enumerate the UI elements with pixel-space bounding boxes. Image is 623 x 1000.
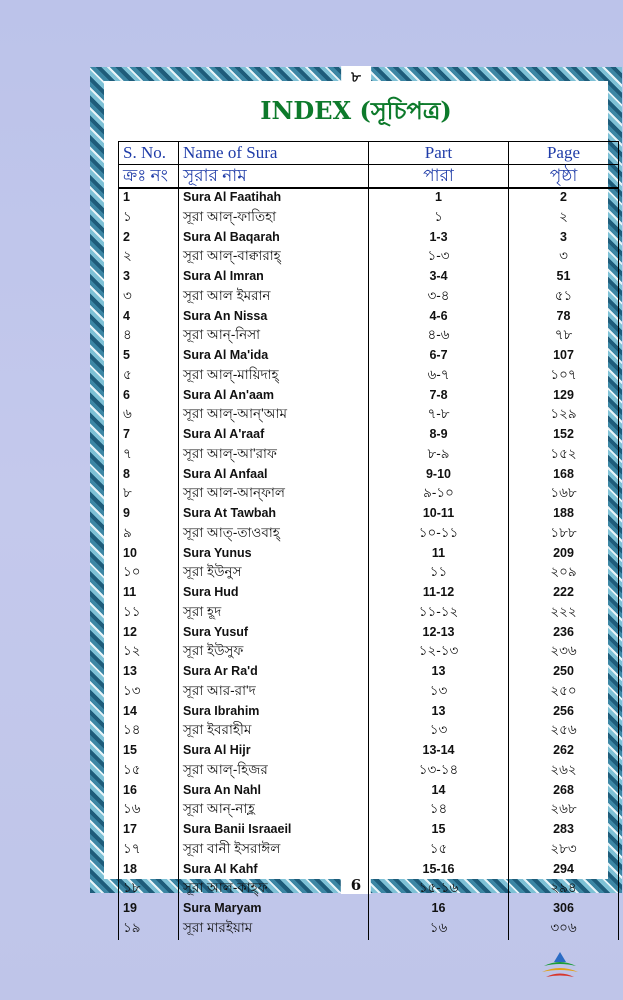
cell-part: ১০-১১ [369,522,509,545]
cell-part: 1 [369,188,509,206]
cell-sno: ৬ [119,403,179,426]
cell-part: 15 [369,821,509,838]
cell-page: ৭৮ [509,324,619,347]
cell-part: ১৩ [369,680,509,703]
table-row [119,482,619,505]
table-row [119,601,619,624]
table-row [119,640,619,663]
cell-part: ১৫ [369,838,509,861]
cell-sno: 10 [119,545,179,562]
cell-name: Sura Al Hijr [179,742,369,759]
table-row [119,861,619,878]
cell-name: Sura An Nahl [179,782,369,799]
cell-sno: 14 [119,703,179,720]
header-sno-bn: ক্রঃ নং [119,165,179,189]
table-row [119,900,619,917]
cell-page: 78 [509,308,619,325]
cell-name: Sura Al Imran [179,268,369,285]
cell-name: সূরা আল-আন্ফাল [179,482,369,505]
cell-page: 209 [509,545,619,562]
cell-page: ২২২ [509,601,619,624]
cell-page: ১৬৮ [509,482,619,505]
header-name-bn: সূরার নাম [179,165,369,189]
table-row [119,245,619,268]
cell-name: সূরা হূদ [179,601,369,624]
cell-page: 294 [509,861,619,878]
table-row [119,387,619,404]
cell-name: Sura Al Ma'ida [179,347,369,364]
table-row [119,624,619,641]
table-row [119,505,619,522]
header-name-en: Name of Sura [179,142,369,165]
table-row [119,782,619,799]
cell-sno: ৪ [119,324,179,347]
cell-part: ১৪ [369,798,509,821]
cell-sno: 7 [119,426,179,443]
cell-part: ১৫-১৬ [369,877,509,900]
cell-page: ২৫৬ [509,719,619,742]
table-row [119,443,619,466]
cell-sno: ১০ [119,561,179,584]
cell-sno: ১২ [119,640,179,663]
cell-name: সূরা বানী ইসরাঈল [179,838,369,861]
cell-sno: ১১ [119,601,179,624]
cell-page: 168 [509,466,619,483]
cell-page: ২৬২ [509,759,619,782]
cell-sno: ১৭ [119,838,179,861]
cell-name: Sura Banii Israaeil [179,821,369,838]
table-row [119,188,619,206]
cell-part: 11-12 [369,584,509,601]
table-row [119,285,619,308]
cell-page: 129 [509,387,619,404]
table-row [119,703,619,720]
index-table [118,141,619,940]
cell-page: 51 [509,268,619,285]
cell-part: 16 [369,900,509,917]
cell-page: 268 [509,782,619,799]
cell-sno: 15 [119,742,179,759]
cell-part: ৯-১০ [369,482,509,505]
index-content [104,81,608,935]
cell-sno: 8 [119,466,179,483]
cell-sno: 4 [119,308,179,325]
cell-sno: ৭ [119,443,179,466]
cell-sno: ১৯ [119,917,179,940]
page-frame [90,67,622,935]
cell-name: Sura An Nissa [179,308,369,325]
cell-part: ১-৩ [369,245,509,268]
cell-part: 4-6 [369,308,509,325]
cell-sno: ১৫ [119,759,179,782]
cell-name: সূরা ইবরাহীম [179,719,369,742]
cell-sno: 9 [119,505,179,522]
cell-sno: ৩ [119,285,179,308]
cell-sno: 3 [119,268,179,285]
cell-part: 13 [369,663,509,680]
table-row [119,324,619,347]
cell-part: 13-14 [369,742,509,759]
cell-name: সূরা আল্-ফাতিহা [179,206,369,229]
page-number-bottom: 6 [341,876,371,894]
cell-name: Sura Yusuf [179,624,369,641]
cell-page: 222 [509,584,619,601]
cell-page: ৫১ [509,285,619,308]
table-row [119,229,619,246]
cell-sno: 18 [119,861,179,878]
header-part-en: Part [369,142,509,165]
cell-page: ১০৭ [509,364,619,387]
cell-page: 3 [509,229,619,246]
table-row [119,561,619,584]
header-page-bn: পৃষ্ঠা [509,165,619,189]
cell-page: ২৫০ [509,680,619,703]
table-row [119,838,619,861]
cell-page: 256 [509,703,619,720]
cell-sno: ৫ [119,364,179,387]
header-row-bengali [119,165,619,189]
cell-part: ১১-১২ [369,601,509,624]
header-row-english [119,142,619,165]
page-number-top: ৮ [341,66,371,91]
cell-sno: 19 [119,900,179,917]
cell-page: 107 [509,347,619,364]
cell-part: 15-16 [369,861,509,878]
cell-part: ৪-৬ [369,324,509,347]
cell-name: সূরা আল্-বাক্বারাহ্ [179,245,369,268]
cell-sno: 17 [119,821,179,838]
cell-page: ৩ [509,245,619,268]
cell-part: 8-9 [369,426,509,443]
cell-name: Sura At Tawbah [179,505,369,522]
cell-name: Sura Yunus [179,545,369,562]
table-row [119,821,619,838]
table-row [119,426,619,443]
cell-name: সূরা আল-কাহ্ফ [179,877,369,900]
cell-name: সূরা আন্-নিসা [179,324,369,347]
cell-name: Sura Al Anfaal [179,466,369,483]
cell-part: 12-13 [369,624,509,641]
cell-sno: 1 [119,188,179,206]
cell-part: ১২-১৩ [369,640,509,663]
cell-part: 14 [369,782,509,799]
table-row [119,308,619,325]
table-row [119,663,619,680]
cell-sno: ২ [119,245,179,268]
cell-sno: 6 [119,387,179,404]
table-row [119,877,619,900]
cell-page: 250 [509,663,619,680]
cell-sno: 12 [119,624,179,641]
cell-name: সূরা আন্-নাহ্ল [179,798,369,821]
cell-sno: ৮ [119,482,179,505]
cell-sno: 11 [119,584,179,601]
table-row [119,584,619,601]
cell-page: ১২৯ [509,403,619,426]
cell-sno: ১ [119,206,179,229]
index-rows [119,188,619,940]
table-row [119,347,619,364]
cell-part: ১১ [369,561,509,584]
cell-name: Sura Hud [179,584,369,601]
table-row [119,466,619,483]
cell-sno: ১৬ [119,798,179,821]
cell-sno: ৯ [119,522,179,545]
cell-part: 6-7 [369,347,509,364]
table-row [119,798,619,821]
cell-page: 236 [509,624,619,641]
table-row [119,522,619,545]
cell-sno: ১৩ [119,680,179,703]
cell-page: ১৮৮ [509,522,619,545]
cell-name: Sura Al Kahf [179,861,369,878]
cell-page: 262 [509,742,619,759]
cell-page: ৩০৬ [509,917,619,940]
table-row [119,268,619,285]
cell-page: ২৯৪ [509,877,619,900]
cell-name: Sura Al A'raaf [179,426,369,443]
header-page-en: Page [509,142,619,165]
header-sno-en: S. No. [119,142,179,165]
cell-name: সূরা আল্-আ'রাফ [179,443,369,466]
table-row [119,545,619,562]
cell-name: সূরা ইউনুস [179,561,369,584]
cell-name: সূরা ইউসুফ [179,640,369,663]
cell-name: সূরা আল ইমরান [179,285,369,308]
table-row [119,364,619,387]
header-part-bn: পারা [369,165,509,189]
cell-part: 3-4 [369,268,509,285]
table-row [119,917,619,940]
cell-sno: 2 [119,229,179,246]
cell-part: 10-11 [369,505,509,522]
table-row [119,206,619,229]
cell-part: ১৩ [369,719,509,742]
table-row [119,759,619,782]
cell-part: ৮-৯ [369,443,509,466]
cell-name: Sura Al An'aam [179,387,369,404]
cell-sno: 13 [119,663,179,680]
cell-name: সূরা আত্-তাওবাহ্ [179,522,369,545]
page-title: INDEX (সূচিপত্র) [260,96,452,125]
cell-part: ১৬ [369,917,509,940]
cell-sno: 16 [119,782,179,799]
cell-name: সূরা আল্-মায়িদাহ্ [179,364,369,387]
cell-sno: ১৮ [119,877,179,900]
cell-part: ৬-৭ [369,364,509,387]
cell-page: 188 [509,505,619,522]
cell-page: ২ [509,206,619,229]
cell-page: 152 [509,426,619,443]
cell-name: সূরা আল্-হিজর [179,759,369,782]
cell-name: Sura Maryam [179,900,369,917]
cell-part: ১৩-১৪ [369,759,509,782]
cell-part: 11 [369,545,509,562]
table-row [119,742,619,759]
cell-page: ২৩৬ [509,640,619,663]
table-row [119,680,619,703]
cell-name: সূরা আর-রা'দ [179,680,369,703]
cell-page: 283 [509,821,619,838]
cell-page: ২৮৩ [509,838,619,861]
cell-part: 9-10 [369,466,509,483]
cell-name: Sura Ibrahim [179,703,369,720]
cell-part: 7-8 [369,387,509,404]
cell-name: Sura Al Baqarah [179,229,369,246]
cell-name: Sura Ar Ra'd [179,663,369,680]
cell-name: সূরা মারইয়াম [179,917,369,940]
cell-name: Sura Al Faatihah [179,188,369,206]
cell-part: ৩-৪ [369,285,509,308]
table-row [119,719,619,742]
cell-part: ৭-৮ [369,403,509,426]
publisher-logo-icon [540,950,580,980]
cell-name: সূরা আল্-আন্'আম [179,403,369,426]
cell-sno: 5 [119,347,179,364]
cell-part: ১ [369,206,509,229]
cell-part: 13 [369,703,509,720]
cell-page: ২৬৮ [509,798,619,821]
cell-page: ২০৯ [509,561,619,584]
cell-part: 1-3 [369,229,509,246]
cell-sno: ১৪ [119,719,179,742]
cell-page: 306 [509,900,619,917]
cell-page: 2 [509,188,619,206]
cell-page: ১৫২ [509,443,619,466]
table-row [119,403,619,426]
